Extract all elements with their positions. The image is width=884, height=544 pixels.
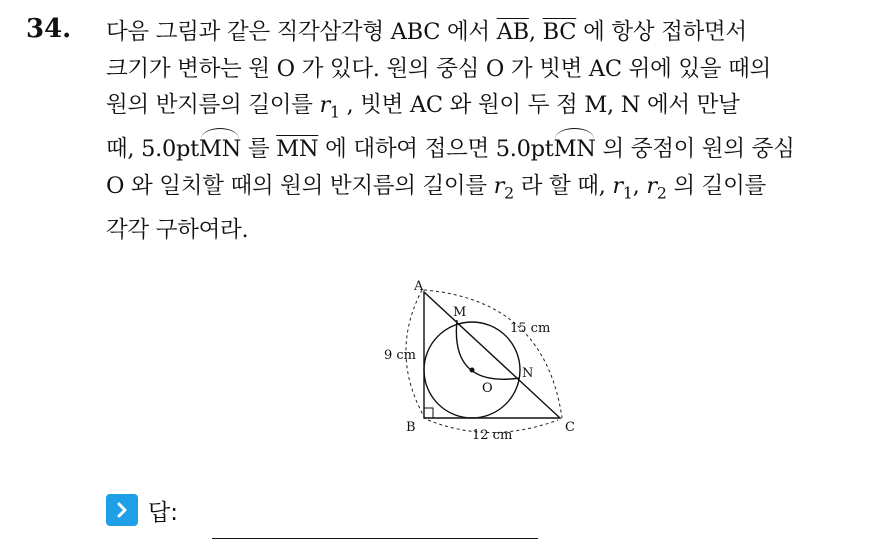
- center-point-o: [470, 368, 475, 373]
- segment-bc: $\overline{BC}$: [542, 19, 577, 45]
- answer-input-line[interactable]: [212, 538, 538, 539]
- segment-mn: $\overline{MN}$: [276, 136, 319, 162]
- arc-mn-2: MN: [553, 131, 595, 168]
- label-a: A: [414, 279, 424, 294]
- problem-line-3: 원의 반지름의 길이를 $r_1$ , 빗변 AC 와 원이 두 점 M, N 에서 만날: [106, 92, 740, 122]
- segment-ab: $\overline{AB}$: [496, 19, 529, 45]
- problem-number: 34.: [26, 14, 72, 44]
- dashed-arc-ac: [424, 290, 562, 418]
- label-b: B: [406, 420, 416, 435]
- problem-text: [106, 14, 866, 248]
- problem-line-5: O 와 일치할 때의 원의 반지름의 길이를 $r_2$ 라 할 때, $r_1$, $r_2$ 의 길이를: [106, 172, 766, 202]
- problem-line-1: 다음 그림과 같은 직각삼각형 ABC 에서 $\overline{AB}$, $\overline{BC}$ 에 항상 접하면서: [106, 19, 747, 45]
- label-side-bc: 12 cm: [472, 428, 513, 443]
- label-o: O: [482, 381, 493, 396]
- label-c: C: [565, 420, 575, 435]
- right-angle-marker: [424, 408, 433, 418]
- label-side-ac: 15 cm: [510, 321, 551, 336]
- arc-mn: MN: [199, 131, 241, 168]
- problem-line-6: 각각 구하여라.: [106, 216, 249, 243]
- label-side-ab: 9 cm: [384, 348, 417, 363]
- label-m: M: [453, 305, 467, 320]
- answer-label: 답:: [148, 499, 178, 526]
- label-n: N: [522, 366, 534, 381]
- triangle-abc: [424, 292, 560, 418]
- answer-row: [106, 492, 178, 528]
- chevron-right-icon: [106, 494, 138, 526]
- problem-line-4: 때, 5.0ptMN 를 $\overline{MN}$ 에 대하여 접으면 5.0ptMN 의 중점이 원의 중심: [106, 131, 866, 168]
- triangle-figure: [360, 270, 600, 445]
- problem-line-2: 크기가 변하는 원 O 가 있다. 원의 중심 O 가 빗변 AC 위에 있을 때의: [106, 55, 771, 82]
